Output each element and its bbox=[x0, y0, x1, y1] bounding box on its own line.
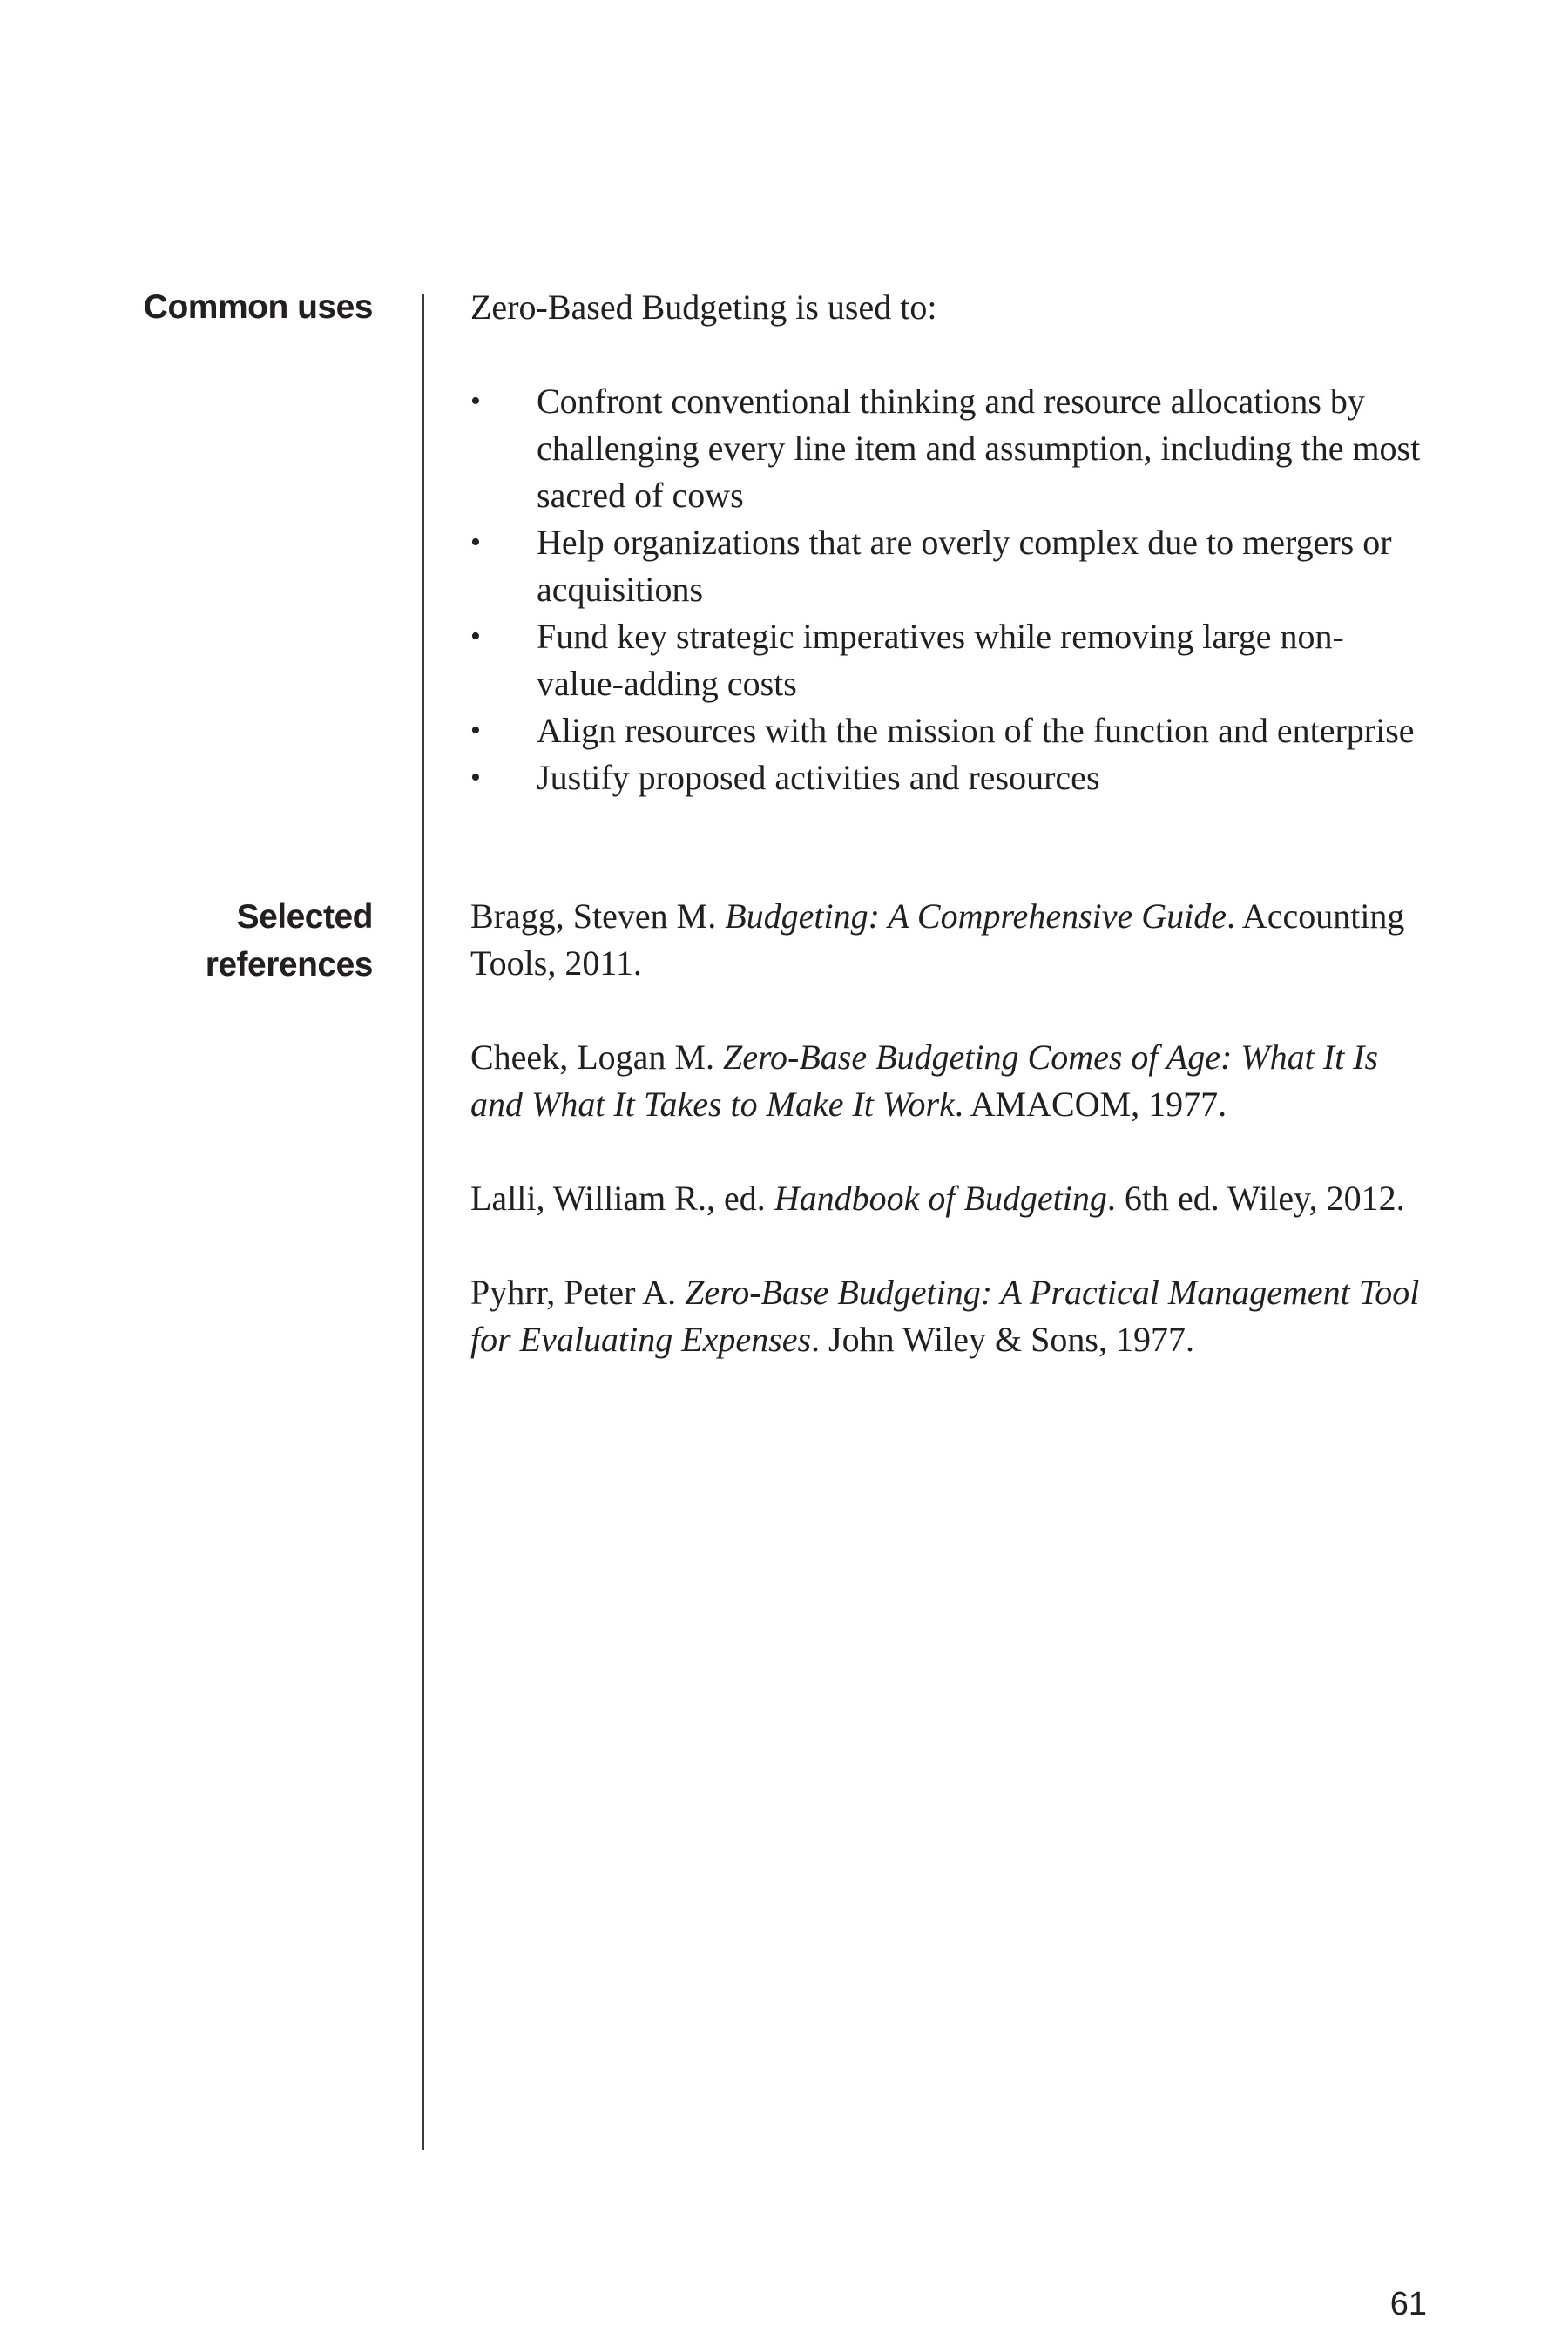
references-list bbox=[470, 893, 1430, 1410]
reference-entry bbox=[470, 1175, 1430, 1222]
list-item-text: Align resources with the mission of the function and enterprise bbox=[537, 711, 1415, 750]
reference-publication: . John Wiley & Sons, 1977. bbox=[811, 1320, 1194, 1359]
list-item bbox=[470, 519, 1430, 613]
page-number: 61 bbox=[1389, 2286, 1427, 2322]
reference-title: Zero-Base Budgeting: A Practical Management Tool for Evaluating Expenses bbox=[470, 1273, 1420, 1359]
list-item-text: Fund key strategic imperatives while removing large non-value-adding costs bbox=[537, 617, 1344, 703]
common-uses-body bbox=[470, 284, 1430, 801]
list-item-text: Help organizations that are overly complex due to mergers or acquisitions bbox=[537, 523, 1392, 609]
reference-author: Bragg, Steven M. bbox=[470, 896, 726, 936]
list-item bbox=[470, 707, 1430, 754]
selected-references-heading-line2: references bbox=[205, 946, 373, 983]
common-uses-heading bbox=[85, 283, 373, 331]
selected-references-heading bbox=[85, 893, 373, 989]
bullet-icon: • bbox=[470, 714, 481, 747]
reference-entry bbox=[470, 893, 1430, 987]
bullet-icon: • bbox=[470, 761, 481, 794]
bullet-icon: • bbox=[470, 526, 481, 558]
selected-references-heading-line1: Selected bbox=[236, 898, 373, 936]
list-item bbox=[470, 378, 1430, 519]
reference-publication: . 6th ed. Wiley, 2012. bbox=[1106, 1179, 1405, 1218]
list-item-text: Justify proposed activities and resources bbox=[537, 758, 1100, 797]
common-uses-intro: Zero-Based Budgeting is used to: bbox=[470, 287, 937, 327]
reference-publication: . AMACOM, 1977. bbox=[954, 1085, 1227, 1124]
list-item bbox=[470, 754, 1430, 801]
list-item-text: Confront conventional thinking and resource allocations by challenging every line item and assumption, including the most sacred of cows bbox=[537, 382, 1421, 515]
reference-author: Lalli, William R., ed. bbox=[470, 1179, 774, 1218]
reference-entry bbox=[470, 1269, 1430, 1363]
common-uses-list bbox=[470, 378, 1430, 801]
vertical-divider bbox=[422, 294, 424, 2150]
reference-author: Cheek, Logan M. bbox=[470, 1037, 723, 1077]
reference-publication: . Accounting Tools, 2011. bbox=[470, 896, 1405, 983]
bullet-icon: • bbox=[470, 385, 481, 417]
reference-title: Handbook of Budgeting bbox=[774, 1179, 1107, 1218]
reference-title: Budgeting: A Comprehensive Guide bbox=[725, 896, 1227, 936]
reference-author: Pyhrr, Peter A. bbox=[470, 1273, 686, 1312]
common-uses-heading-text: Common uses bbox=[143, 288, 373, 326]
bullet-icon: • bbox=[470, 620, 481, 652]
list-item bbox=[470, 613, 1430, 707]
reference-title: Zero-Base Budgeting Comes of Age: What It Is and What It Takes to Make It Work bbox=[470, 1037, 1379, 1124]
reference-entry bbox=[470, 1034, 1430, 1128]
